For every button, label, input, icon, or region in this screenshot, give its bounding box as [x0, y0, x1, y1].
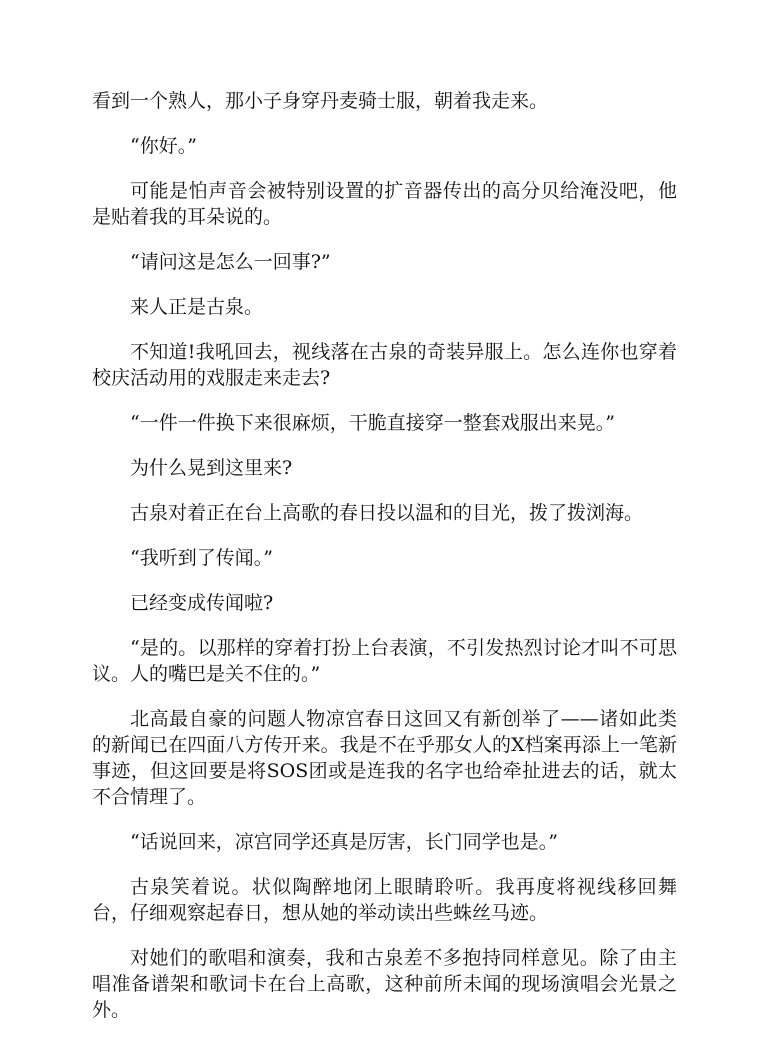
- paragraph: 已经变成传闻啦?: [130, 592, 274, 614]
- paragraph: “一件一件换下来很麻烦，干脆直接穿一整套戏服出来晃。”: [130, 412, 615, 434]
- paragraph: 北高最自豪的问题人物凉宫春日这回又有新创举了——诸如此类的新闻已在四面八方传开来。我是不在乎那女人的X档案再添上一笔新事迹，但这回要是将SOS团或是连我的名字也给牵扯进去的话，就太不合情理了。: [92, 708, 677, 808]
- paragraph: “是的。以那样的穿着打扮上台表演，不引发热烈讨论才叫不可思议。人的嘴巴是关不住的。”: [92, 637, 677, 685]
- paragraph: 不知道!我吼回去，视线落在古泉的奇装异服上。怎么连你也穿着校庆活动用的戏服走来走去?: [92, 341, 677, 389]
- paragraph: “你好。”: [130, 135, 197, 157]
- paragraph: 对她们的歌唱和演奏，我和古泉差不多抱持同样意见。除了由主唱准备谱架和歌词卡在台上高歌，这种前所未闻的现场演唱会光景之外。: [92, 947, 677, 1021]
- paragraph: 古泉对着正在台上高歌的春日投以温和的目光，拨了拨浏海。: [130, 502, 644, 524]
- paragraph: “我听到了传闻。”: [130, 547, 273, 569]
- paragraph: 为什么晃到这里来?: [130, 457, 293, 479]
- document-page: [92, 88, 677, 1042]
- paragraph: 古泉笑着说。状似陶醉地闭上眼睛聆听。我再度将视线移回舞台，仔细观察起春日，想从她的举动读出些蛛丝马迹。: [92, 876, 677, 924]
- paragraph: 来人正是古泉。: [130, 296, 264, 318]
- paragraph: 看到一个熟人，那小子身穿丹麦骑士服，朝着我走来。: [92, 90, 549, 112]
- paragraph: “话说回来，凉宫同学还真是厉害，长门同学也是。”: [130, 831, 558, 853]
- paragraph: “请问这是怎么一回事?”: [130, 251, 331, 273]
- paragraph: 可能是怕声音会被特别设置的扩音器传出的高分贝给淹没吧，他是贴着我的耳朵说的。: [92, 180, 677, 228]
